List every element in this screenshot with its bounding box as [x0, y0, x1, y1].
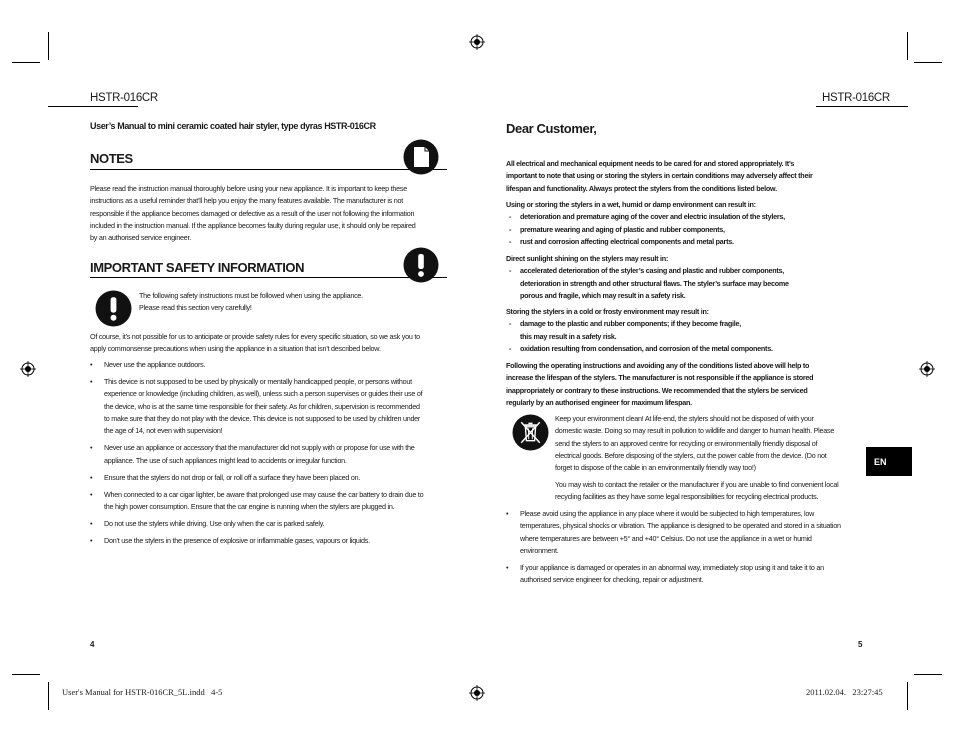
list-item: • Please avoid using the appliance in any place where it would be subjected to high temperatures, low temperatures, physical shocks or vibration. The appliance is designed to be operated and stored in a situation where temperatures are between +5° and +40° Celsius. Do not use the appliance in a wet or humid environment. — [506, 508, 866, 557]
list-item: - accelerated deterioration of the styler’s casing and plastic and rubber components, deterioration in strength and other structural flaws. The styler’s surface may become porous and fragile, which may result in a safety risk. — [506, 265, 866, 302]
model-header-left: HSTR-016CR — [90, 92, 158, 104]
exclamation-icon — [403, 247, 439, 283]
list-item: - deterioration and premature aging of the cover and electric insulation of the stylers, — [506, 211, 866, 223]
registration-mark-icon — [469, 685, 485, 701]
crossed-out-bin-icon — [512, 414, 549, 451]
list-item: • Don’t use the stylers in the presence of explosive or inflammable gases, vapours or liquids. — [90, 535, 455, 547]
warning-paragraph: Following the operating instructions and avoiding any of the conditions listed above will help to increase the lifespan of the stylers. The manufacturer is not responsible if the appliance is stored inappropriately or contrary to these instructions. We recommended that the stylers be serviced regularly by an authorised engineer for maximum lifespan. — [506, 361, 814, 407]
list-item: • If your appliance is damaged or operates in an abnormal way, immediately stop using it and take it to an authorised service engineer for checking, repair or adjustment. — [506, 562, 866, 587]
environment-paragraph: Keep your environment clean! At life-end, the stylers should not be disposed of with your domestic waste. Doing so may result in pollution to wildlife and danger to human health. Please send the stylers to an approved centre for recycling or environmentally friendly disposal of electrical goods. Before disposing of the stylers, cut the power cable from the device. (Do not forget to dispose of the cable in an environmentally friendly way too!) — [555, 414, 835, 473]
registration-mark-icon — [20, 361, 36, 377]
list-item: • Do not use the stylers while driving. Use only when the car is parked safely. — [90, 518, 455, 530]
manual-title: User’s Manual to mini ceramic coated hair styler, type dyras HSTR-016CR — [90, 121, 376, 131]
wet-section: Using or storing the stylers in a wet, humid or damp environment can result in: - deterioration and premature aging of the cover and electric insulation of the stylers, - premature wearing and aging of plastic and rubber components, - rust and corrosion affecting electrical components and metal parts. — [506, 199, 866, 248]
list-item: • Never use the appliance outdoors. — [90, 359, 455, 371]
recycle-paragraph: You may wish to contact the retailer or the manufacturer if you are unable to find convenient local recycling facilities as they have some legal responsibilities for recycling electrical products. — [555, 480, 839, 502]
list-item: - damage to the plastic and rubber components; if they become fragile, this may result in a safety risk. — [506, 318, 866, 343]
notes-paragraph: Please read the instruction manual thoroughly before using your new appliance. It is important to keep these instructions as a useful reminder that’ll help you enjoy the many features available. The manufacturer is not responsible if the appliance becomes damaged or defective as a result of the user not following the information included in the instruction manual. If the appliance becomes faulty during regular use, it should only be repaired by an authorised service engineer. — [90, 184, 416, 243]
greeting: Dear Customer, — [506, 121, 597, 136]
crop-mark — [12, 674, 40, 675]
notes-rule — [90, 169, 447, 170]
header-rule-left — [48, 106, 138, 107]
safety-bullet-list — [90, 359, 455, 552]
page-number-right: 5 — [858, 640, 863, 649]
language-tab: EN — [866, 447, 912, 476]
registration-mark-icon — [469, 34, 485, 50]
page-number-left: 4 — [90, 640, 95, 649]
crop-mark — [907, 32, 908, 60]
safety-title: IMPORTANT SAFETY INFORMATION — [90, 260, 305, 275]
list-item: • Ensure that the stylers do not drop or fall, or roll off a surface they have been placed on. — [90, 472, 455, 484]
crop-mark — [914, 62, 942, 63]
right-bullet-list — [506, 508, 866, 592]
header-rule-right — [816, 106, 908, 107]
cold-section: Storing the stylers in a cold or frosty environment may result in: - damage to the plastic and rubber components; if they become fragile, this may result in a safety risk. - oxidation resulting from condensation, and corrosion of the metal components. — [506, 306, 866, 355]
crop-mark — [48, 32, 49, 60]
model-header-right: HSTR-016CR — [822, 92, 890, 104]
notes-title: NOTES — [90, 151, 133, 166]
list-item: - rust and corrosion affecting electrical components and metal parts. — [506, 236, 866, 248]
safety-intro: The following safety instructions must be followed when using the appliance. Please read this section very carefully! — [139, 291, 363, 313]
list-item: - oxidation resulting from condensation, and corrosion of the metal components. — [506, 343, 866, 355]
crop-mark — [12, 62, 40, 63]
list-item: • When connected to a car cigar lighter, be aware that prolonged use may cause the car battery to drain due to the high power consumption. Ensure that the car engine is running when the stylers are plugged in. — [90, 489, 455, 514]
list-item: - premature wearing and aging of plastic and rubber components, — [506, 224, 866, 236]
crop-mark — [48, 682, 49, 710]
crop-mark — [914, 674, 942, 675]
document-icon — [403, 139, 439, 175]
safety-rule — [90, 277, 447, 278]
footer-timestamp: 2011.02.04. 23:27:45 — [806, 687, 883, 697]
list-item: • This device is not supposed to be used by physically or mentally handicapped people, or persons without experience or knowledge (including children, as well), unless such a person supervises or guides their use of the device, who is at the same time responsible for their safety. As for children, supervision is recommended to make sure that they do not play with the device. This device is not supposed to be used by children under the age of 14, not even with supervision! — [90, 376, 455, 437]
sun-section: Direct sunlight shining on the stylers may result in: - accelerated deterioration of the styler’s casing and plastic and rubber components, deterioration in strength and other structural flaws. The styler’s surface may become porous and fragile, which may result in a safety risk. — [506, 253, 866, 302]
intro-paragraph: All electrical and mechanical equipment needs to be cared for and stored appropriately. It’s important to note that using or storing the stylers in certain conditions may adversely affect their lifespan and functionality. Always protect the stylers from the conditions listed below. — [506, 159, 813, 193]
footer-file-info: User's Manual for HSTR-016CR_5L.indd 4-5 — [62, 687, 223, 697]
registration-mark-icon — [919, 361, 935, 377]
crop-mark — [907, 682, 908, 710]
exclamation-icon — [95, 290, 132, 327]
list-item: • Never use an appliance or accessory that the manufacturer did not supply with or propose for use with the appliance. The use of such appliances might lead to accidents or irregular function. — [90, 442, 455, 467]
safety-paragraph: Of course, it’s not possible for us to anticipate or provide safety rules for every specific situation, so we ask you to apply commonsense precautions when using the appliance in a situation that isn’t described below. — [90, 332, 420, 354]
